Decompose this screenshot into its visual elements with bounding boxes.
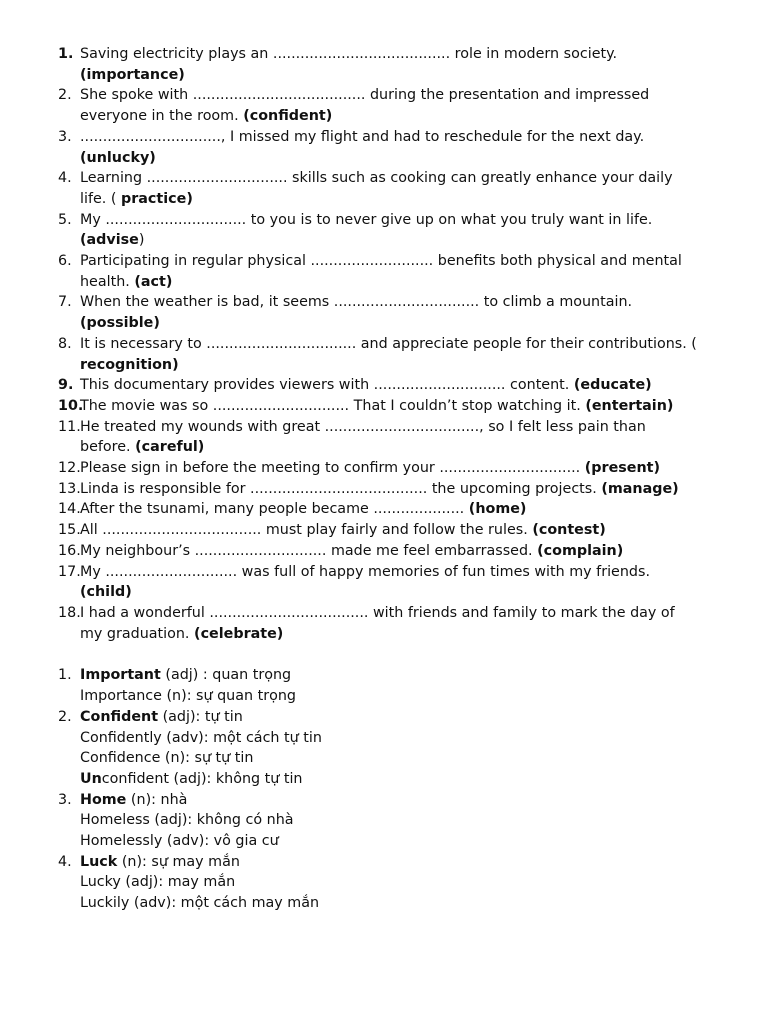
- vocab-definition: (adj) : quan trọng: [160, 667, 292, 684]
- vocab-line: [80, 790, 768, 811]
- word-hint: (educate): [573, 377, 652, 394]
- word-hint: (act): [134, 273, 173, 290]
- question-item: [0, 375, 700, 396]
- word-hint: (contest): [532, 522, 606, 539]
- word-hint: (advise: [80, 232, 139, 249]
- question-text: My neighbour’s ............................. made me feel embarrassed.: [80, 542, 533, 559]
- vocab-line: [80, 893, 768, 914]
- question-number: 11.: [58, 418, 81, 435]
- vocab-number: 3.: [58, 791, 72, 808]
- question-text: Saving electricity plays an ....................................... role in modern society.: [80, 46, 618, 62]
- question-text: After the tsunami, many people became ....................: [80, 501, 465, 518]
- vocab-definition: Homelessly (adv): vô gia cư: [80, 833, 279, 850]
- question-text: Linda is responsible for ....................................... the upcoming projects.: [80, 480, 597, 497]
- vocab-line: [80, 665, 768, 686]
- vocab-number: 2.: [58, 708, 72, 725]
- word-hint: (celebrate): [194, 625, 284, 642]
- vocab-definition: Confidence (n): sự tự tin: [80, 750, 254, 767]
- exercise-list: [0, 44, 768, 644]
- vocab-definition: (adj): tự tin: [158, 708, 243, 725]
- question-number: 8.: [58, 335, 72, 352]
- vocabulary-list: [0, 665, 768, 913]
- question-item: [0, 562, 700, 603]
- vocab-definition: Importance (n): sự quan trọng: [80, 688, 296, 705]
- vocab-line: [80, 852, 768, 873]
- vocab-definition: confident (adj): không tự tin: [101, 770, 303, 787]
- vocab-definition: Lucky (adj): may mắn: [80, 874, 236, 891]
- word-hint: (confident): [243, 108, 333, 125]
- word-hint: (manage): [601, 480, 679, 497]
- question-text: ..............................., I missed my flight and had to reschedule for the next day.: [80, 128, 645, 145]
- question-number: 12.: [58, 460, 81, 477]
- question-text: Please sign in before the meeting to confirm your ...............................: [80, 460, 581, 477]
- question-item: [0, 417, 700, 458]
- question-text: She spoke with ...................................... during the presentation and impressed everyone in the room.: [80, 87, 650, 125]
- question-item: [0, 292, 700, 333]
- question-number: 16.: [58, 542, 81, 559]
- vocab-headword: Un: [80, 770, 102, 787]
- word-hint: (careful): [135, 439, 205, 456]
- vocab-item: [0, 852, 768, 914]
- question-number: 6.: [58, 253, 72, 270]
- question-text: The movie was so .............................. That I couldn’t stop watching it.: [80, 397, 581, 414]
- question-item: [0, 479, 700, 500]
- question-text: It is necessary to ................................. and appreciate people for their contributions. (: [80, 335, 697, 352]
- question-number: 18.: [58, 604, 81, 621]
- word-hint: (present): [584, 460, 661, 477]
- question-item: [0, 396, 700, 417]
- hint-tail: ): [138, 232, 145, 249]
- section-gap: [0, 644, 768, 665]
- word-hint: (child): [80, 584, 132, 601]
- vocab-headword: Home: [80, 791, 127, 808]
- question-number: 14.: [58, 501, 81, 518]
- question-item: [0, 251, 700, 292]
- question-number: 9.: [58, 377, 74, 394]
- question-number: 5.: [58, 211, 72, 228]
- question-text: This documentary provides viewers with ............................. content.: [80, 377, 570, 394]
- question-item: [0, 85, 700, 126]
- word-hint: (entertain): [585, 397, 674, 414]
- vocab-headword: Important: [80, 667, 161, 684]
- question-item: [0, 458, 700, 479]
- question-number: 1.: [58, 46, 74, 62]
- word-hint: recognition): [80, 356, 179, 373]
- question-text: I had a wonderful ................................... with friends and family to mark the day of my graduation.: [80, 604, 675, 642]
- question-number: 10.: [58, 397, 84, 414]
- question-number: 15.: [58, 522, 81, 539]
- vocab-number: 4.: [58, 853, 72, 870]
- question-text: My ............................. was full of happy memories of fun times with my friends.: [80, 563, 650, 580]
- vocab-line: [80, 728, 768, 749]
- question-item: [0, 334, 700, 375]
- question-number: 4.: [58, 170, 72, 187]
- vocab-line: [80, 769, 768, 790]
- vocab-line: [80, 686, 768, 707]
- word-hint: (home): [468, 501, 527, 518]
- question-item: [0, 127, 700, 168]
- question-item: [0, 168, 700, 209]
- vocab-definition: (n): nhà: [126, 791, 188, 808]
- vocab-line: [80, 810, 768, 831]
- vocab-definition: (n): sự may mắn: [117, 853, 240, 870]
- question-text: He treated my wounds with great .................................., so I felt less pain than before.: [80, 418, 646, 456]
- question-item: [0, 603, 700, 644]
- vocab-line: [80, 872, 768, 893]
- vocab-item: [0, 707, 768, 790]
- question-text: Learning ............................... skills such as cooking can greatly enhance your daily life. (: [80, 170, 673, 207]
- question-text: My ............................... to you is to never give up on what you truly want in life.: [80, 211, 653, 228]
- vocab-definition: Homeless (adj): không có nhà: [80, 812, 294, 829]
- word-hint: (complain): [537, 542, 624, 559]
- vocab-line: [80, 748, 768, 769]
- word-hint: practice): [121, 190, 193, 207]
- word-hint: (importance): [80, 66, 185, 83]
- question-number: 7.: [58, 294, 72, 311]
- vocab-definition: Luckily (adv): một cách may mắn: [80, 895, 320, 912]
- vocab-line: [80, 707, 768, 728]
- vocab-line: [80, 831, 768, 852]
- question-item: [0, 44, 700, 85]
- vocab-definition: Confidently (adv): một cách tự tin: [80, 729, 322, 746]
- word-hint: (unlucky): [80, 149, 156, 166]
- question-number: 3.: [58, 128, 72, 145]
- question-item: [0, 520, 700, 541]
- vocab-item: [0, 665, 768, 706]
- question-item: [0, 210, 700, 251]
- question-text: Participating in regular physical ........................... benefits both physical and mental health.: [80, 253, 682, 290]
- question-number: 13.: [58, 480, 81, 497]
- vocab-number: 1.: [58, 667, 72, 684]
- question-text: All ................................... must play fairly and follow the rules.: [80, 522, 528, 539]
- question-item: [0, 499, 700, 520]
- question-number: 17.: [58, 563, 81, 580]
- word-hint: (possible): [80, 315, 160, 332]
- question-text: When the weather is bad, it seems ................................ to climb a mountain.: [80, 294, 633, 311]
- document-page: [0, 44, 768, 914]
- vocab-headword: Confident: [80, 708, 159, 725]
- question-item: [0, 541, 700, 562]
- vocab-item: [0, 790, 768, 852]
- vocab-headword: Luck: [80, 853, 118, 870]
- question-number: 2.: [58, 87, 72, 104]
